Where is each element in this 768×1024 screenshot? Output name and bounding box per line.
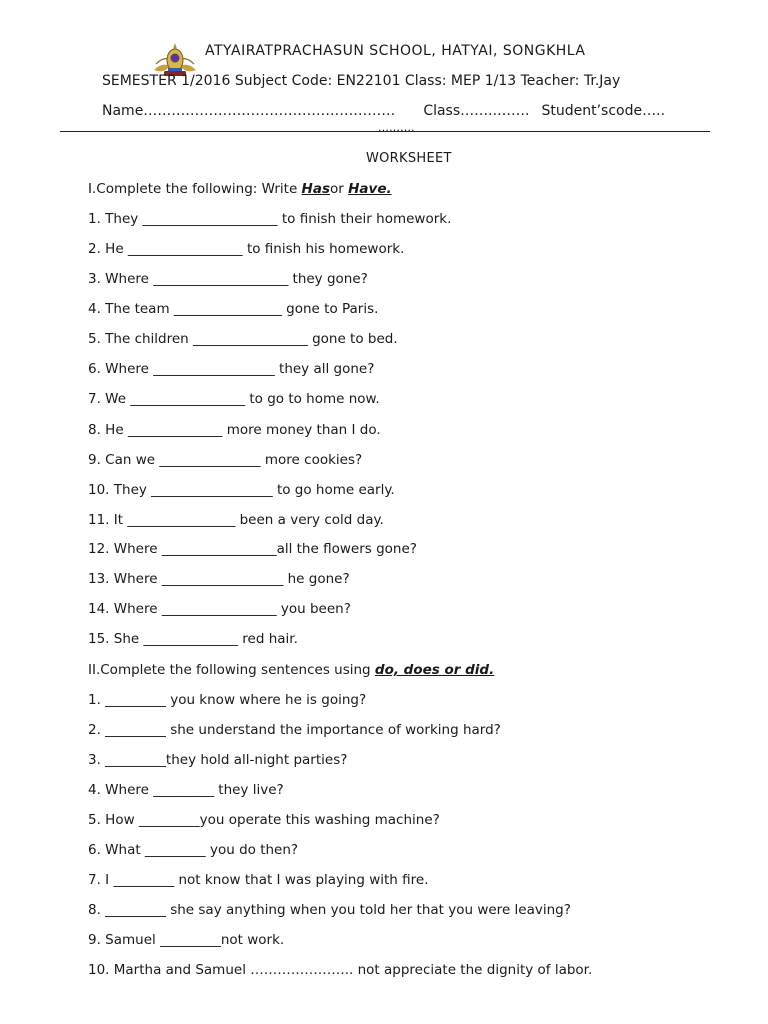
s1-item-2: 2. He _________________ to finish his homework. [88, 241, 405, 257]
s1-item-11: 11. It ________________ been a very cold day. [88, 512, 384, 528]
school-name: ATYAIRATPRACHASUN SCHOOL, HATYAI, SONGKHLA [205, 43, 586, 59]
student-code-label: Student’scode….. [541, 103, 666, 119]
s1-item-12: 12. Where _________________all the flowers gone? [88, 541, 417, 557]
s1-item-14: 14. Where _________________ you been? [88, 601, 351, 617]
s2-item-2: 2. _________ she understand the importance of working hard? [88, 722, 501, 738]
s1-item-8: 8. He ______________ more money than I do. [88, 422, 381, 438]
section1-word-have: Have. [348, 181, 392, 197]
s2-item-4: 4. Where _________ they live? [88, 782, 284, 798]
s2-item-3: 3. _________they hold all-night parties? [88, 752, 348, 768]
s1-item-4: 4. The team ________________ gone to Paris. [88, 301, 379, 317]
section1-prefix: I.Complete the following: Write [88, 181, 302, 197]
s1-item-5: 5. The children _________________ gone to bed. [88, 331, 398, 347]
section2-instruction [88, 662, 494, 678]
student-info-line [102, 103, 665, 119]
s2-item-7: 7. I _________ not know that I was playing with fire. [88, 872, 429, 888]
s1-item-13: 13. Where __________________ he gone? [88, 571, 350, 587]
s1-item-1: 1. They ____________________ to finish their homework. [88, 211, 452, 227]
s2-item-1: 1. _________ you know where he is going? [88, 692, 367, 708]
class-label: Class……..……. [423, 103, 530, 119]
s2-item-5: 5. How _________you operate this washing machine? [88, 812, 440, 828]
s2-item-6: 6. What _________ you do then? [88, 842, 299, 858]
student-code-continuation: ………. [378, 121, 415, 134]
worksheet-title: WORKSHEET [366, 151, 452, 166]
semester-info: SEMESTER 1/2016 Subject Code: EN22101 Class: MEP 1/13 Teacher: Tr.Jay [102, 73, 621, 89]
s2-item-9: 9. Samuel _________not work. [88, 932, 285, 948]
section1-word-has: Has [301, 181, 330, 197]
s1-item-7: 7. We _________________ to go to home now. [88, 391, 380, 407]
s2-item-10: 10. Martha and Samuel ………………….. not appreciate the dignity of labor. [88, 962, 593, 978]
section2-words: do, does or did. [374, 662, 495, 678]
section1-connector: or [330, 181, 349, 197]
s1-item-6: 6. Where __________________ they all gone? [88, 361, 375, 377]
s1-item-9: 9. Can we _______________ more cookies? [88, 452, 363, 468]
s1-item-3: 3. Where ____________________ they gone? [88, 271, 368, 287]
s2-item-8: 8. _________ she say anything when you told her that you were leaving? [88, 902, 571, 918]
section2-prefix: II.Complete the following sentences using [88, 662, 375, 678]
s1-item-10: 10. They __________________ to go home early. [88, 482, 395, 498]
s1-item-15: 15. She ______________ red hair. [88, 631, 298, 647]
name-label: Name……………………………………………… [102, 103, 396, 119]
section1-instruction [88, 181, 392, 197]
header-divider [60, 131, 710, 132]
